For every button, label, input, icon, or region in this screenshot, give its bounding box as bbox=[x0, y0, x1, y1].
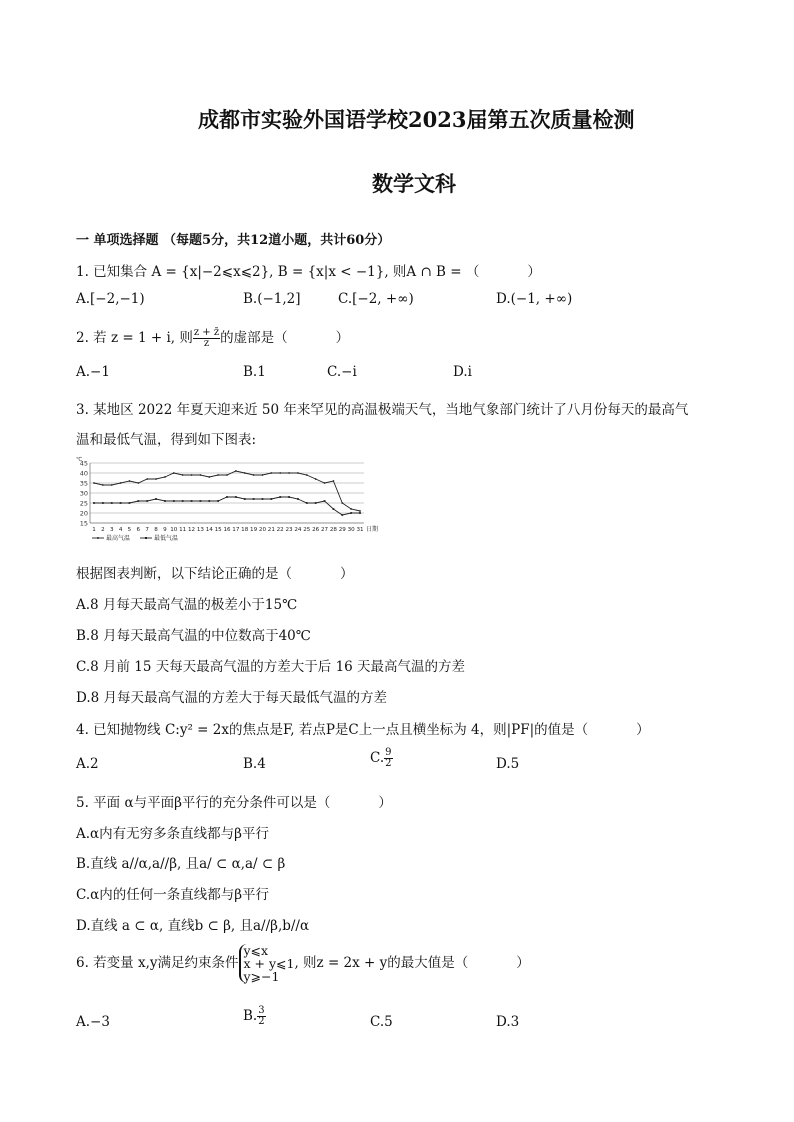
series-1-point bbox=[120, 502, 122, 504]
q6-stem-a: 6. 若变量 x,y满足约束条件 bbox=[76, 955, 239, 971]
series-1-point bbox=[173, 500, 175, 502]
question-1-stem bbox=[76, 260, 541, 280]
series-1-point bbox=[129, 502, 131, 504]
q1-stem-a: 1. 已知集合 bbox=[76, 264, 152, 280]
q6-b-num: 3 bbox=[258, 1005, 265, 1016]
series-0-point bbox=[120, 482, 122, 484]
series-1-point bbox=[164, 500, 166, 502]
series-1-point bbox=[297, 498, 299, 500]
series-1-point bbox=[217, 500, 219, 502]
q4-c-num: 9 bbox=[385, 747, 392, 758]
q4-option-a: A.2 bbox=[76, 756, 99, 772]
series-line-1 bbox=[94, 497, 360, 515]
series-0-point bbox=[306, 474, 308, 476]
q6-constraint-system bbox=[239, 944, 295, 983]
question-4-stem bbox=[76, 718, 650, 738]
series-0-point bbox=[173, 472, 175, 474]
page-title: 成都市实验外国语学校2023届第五次质量检测 bbox=[198, 107, 635, 132]
x-tick-label: 26 bbox=[312, 527, 320, 533]
x-tick-label: 3 bbox=[109, 527, 114, 533]
series-0-point bbox=[244, 472, 246, 474]
q6-constraint-2: x + y⩽1 bbox=[243, 956, 295, 971]
x-tick-label: 19 bbox=[250, 527, 258, 533]
series-0-point bbox=[262, 474, 264, 476]
series-1-point bbox=[155, 498, 157, 500]
series-0-point bbox=[111, 484, 113, 486]
series-0-point bbox=[102, 484, 104, 486]
q2-fraction bbox=[193, 328, 220, 349]
series-1-point bbox=[93, 502, 95, 504]
q6-constraint-1: y⩽x bbox=[243, 943, 269, 958]
series-1-point bbox=[279, 496, 281, 498]
x-tick-label: 12 bbox=[187, 527, 196, 533]
series-0-point bbox=[93, 482, 95, 484]
series-0-point bbox=[333, 480, 335, 482]
series-1-point bbox=[350, 512, 352, 514]
q2-frac-den: z bbox=[203, 338, 210, 349]
q2-option-a: A.−1 bbox=[76, 364, 110, 380]
q5-option-a: A.α内有无穷多条直线都与β平行 bbox=[76, 826, 269, 842]
x-tick-label: 6 bbox=[136, 527, 141, 533]
q6-stem-c: ） bbox=[516, 955, 530, 971]
series-1-point bbox=[182, 500, 184, 502]
q2-stem-c: ） bbox=[335, 330, 350, 346]
series-0-point bbox=[253, 474, 255, 476]
q6-constraint-3: y⩾−1 bbox=[243, 969, 280, 984]
q4-option-b: B.4 bbox=[243, 756, 266, 772]
x-tick-label: 25 bbox=[303, 527, 311, 533]
y-tick-label: 25 bbox=[79, 499, 88, 508]
legend-marker-0 bbox=[97, 537, 99, 539]
series-1-point bbox=[200, 500, 202, 502]
series-0-point bbox=[217, 474, 219, 476]
page-subtitle: 数学文科 bbox=[372, 171, 456, 196]
series-0-point bbox=[182, 474, 184, 476]
q2-frac-num: z + z̄ bbox=[193, 327, 220, 338]
series-1-point bbox=[208, 500, 210, 502]
series-1-point bbox=[191, 500, 193, 502]
series-1-point bbox=[359, 512, 361, 514]
x-tick-label: 16 bbox=[223, 527, 231, 533]
x-tick-label: 23 bbox=[285, 527, 293, 533]
x-tick-label: 4 bbox=[118, 527, 123, 533]
series-0-point bbox=[137, 482, 139, 484]
series-0-point bbox=[191, 474, 193, 476]
series-1-point bbox=[137, 500, 139, 502]
question-3-prompt bbox=[76, 562, 354, 582]
q5-stem-close: ） bbox=[378, 795, 392, 811]
legend-label-1: 最低气温 bbox=[154, 535, 179, 542]
x-tick-label: 2 bbox=[101, 527, 105, 533]
chart-grid bbox=[90, 463, 364, 523]
legend-marker-1 bbox=[145, 537, 147, 539]
x-tick-label: 8 bbox=[154, 527, 158, 533]
q3-option-b: B.8 月每天最高气温的中位数高于40℃ bbox=[76, 628, 311, 644]
q6-option-b bbox=[243, 1006, 266, 1027]
q4-option-c-label: C. bbox=[370, 750, 385, 766]
series-0-point bbox=[129, 480, 131, 482]
series-1-point bbox=[244, 498, 246, 500]
q3-prompt-text: 根据图表判断，以下结论正确的是（ bbox=[76, 566, 292, 582]
x-tick-label: 5 bbox=[127, 527, 132, 533]
series-0-point bbox=[279, 472, 281, 474]
q1-option-b: B.(−1,2] bbox=[243, 291, 301, 307]
question-5-stem bbox=[76, 791, 392, 811]
question-3-stem-line1: 3. 某地区 2022 年夏天迎来近 50 年来罕见的高温极端天气，当地气象部门统计了八月份每天的最高气 bbox=[76, 402, 689, 418]
q5-stem-text: 5. 平面 α与平面β平行的充分条件可以是（ bbox=[76, 795, 331, 811]
chart-labels bbox=[76, 456, 378, 542]
series-1-point bbox=[226, 496, 228, 498]
q6-stem-b: , 则z = 2x + y的最大值是（ bbox=[294, 955, 469, 971]
x-tick-label: 1 bbox=[92, 527, 96, 533]
q1-option-c: C.[−2, +∞) bbox=[338, 291, 414, 307]
y-tick-label: 20 bbox=[79, 509, 88, 518]
q6-option-b-label: B. bbox=[243, 1008, 258, 1024]
series-1-point bbox=[253, 498, 255, 500]
series-1-point bbox=[262, 498, 264, 500]
y-tick-label: 15 bbox=[79, 519, 88, 528]
q5-option-d: D.直线 a ⊂ α, 直线b ⊂ β, 且a//β,b//α bbox=[76, 918, 310, 934]
q3-option-d: D.8 月每天最高气温的方差大于每天最低气温的方差 bbox=[76, 690, 388, 706]
q3-option-a: A.8 月每天最高气温的极差小于15℃ bbox=[76, 597, 298, 613]
series-0-point bbox=[315, 478, 317, 480]
series-0-point bbox=[297, 472, 299, 474]
q6-option-c: C.5 bbox=[370, 1014, 393, 1030]
q3-prompt-close: ） bbox=[340, 566, 354, 582]
x-tick-label: 14 bbox=[205, 527, 213, 533]
series-1-point bbox=[341, 514, 343, 516]
series-1-point bbox=[288, 496, 290, 498]
x-tick-label: 7 bbox=[145, 527, 149, 533]
x-tick-label: 13 bbox=[196, 527, 204, 533]
q4-option-c-fraction bbox=[384, 748, 392, 769]
y-tick-label: 40 bbox=[79, 469, 88, 478]
q6-option-a: A.−3 bbox=[76, 1014, 110, 1030]
x-tick-label: 31 bbox=[356, 527, 364, 533]
series-0-point bbox=[341, 502, 343, 504]
q5-option-b: B.直线 a//α,a//β, 且a/ ⊂ α,a/ ⊂ β bbox=[76, 856, 286, 872]
series-1-point bbox=[235, 496, 237, 498]
question-3-stem-line2: 温和最低气温，得到如下图表: bbox=[76, 432, 257, 448]
q6-option-b-fraction bbox=[257, 1006, 265, 1027]
series-1-point bbox=[146, 500, 148, 502]
series-1-point bbox=[315, 502, 317, 504]
y-axis-label: ℃ bbox=[76, 457, 83, 463]
series-0-point bbox=[350, 508, 352, 510]
series-0-point bbox=[359, 510, 361, 512]
series-1-point bbox=[306, 502, 308, 504]
y-tick-label: 35 bbox=[79, 479, 88, 488]
y-tick-label: 30 bbox=[79, 489, 88, 498]
series-1-point bbox=[333, 508, 335, 510]
q3-option-c: C.8 月前 15 天每天最高气温的方差大于后 16 天最高气温的方差 bbox=[76, 659, 466, 675]
q2-stem-b: 的虚部是（ bbox=[220, 330, 288, 346]
series-1-point bbox=[102, 502, 104, 504]
q2-option-b: B.1 bbox=[243, 364, 266, 380]
series-0-point bbox=[200, 474, 202, 476]
legend-label-0: 最高气温 bbox=[106, 535, 131, 542]
q6-b-den: 2 bbox=[258, 1016, 265, 1027]
x-tick-label: 18 bbox=[241, 527, 249, 533]
q5-option-c: C.α内的任何一条直线都与β平行 bbox=[76, 887, 270, 903]
series-1-point bbox=[111, 502, 113, 504]
q4-option-c bbox=[370, 748, 393, 769]
question-6-stem bbox=[76, 944, 530, 983]
q1-stem-d: ） bbox=[527, 264, 541, 280]
y-tick-label: 45 bbox=[79, 459, 88, 468]
x-tick-label: 29 bbox=[338, 527, 346, 533]
q2-option-d: D.i bbox=[453, 364, 472, 380]
x-tick-label: 17 bbox=[232, 527, 240, 533]
q4-option-d: D.5 bbox=[496, 756, 520, 772]
q2-option-c: C.−i bbox=[327, 364, 357, 380]
x-tick-label: 28 bbox=[329, 527, 337, 533]
x-tick-label: 15 bbox=[214, 527, 222, 533]
x-tick-label: 30 bbox=[347, 527, 355, 533]
x-axis-label: 日期 bbox=[366, 526, 379, 533]
q1-stem-c: , 则A ∩ B = （ bbox=[384, 264, 480, 280]
q6-option-d: D.3 bbox=[496, 1014, 520, 1030]
q1-sets: A = {x|−2⩽x⩽2}, B = {x|x < −1} bbox=[151, 264, 385, 280]
x-tick-label: 21 bbox=[267, 527, 275, 533]
series-0-point bbox=[235, 470, 237, 472]
series-0-point bbox=[146, 478, 148, 480]
series-0-point bbox=[324, 482, 326, 484]
x-tick-label: 27 bbox=[320, 527, 329, 533]
q4-c-den: 2 bbox=[385, 758, 392, 769]
x-tick-label: 9 bbox=[163, 527, 167, 533]
x-tick-label: 10 bbox=[170, 527, 178, 533]
section-heading: 一 单项选择题 （每题5分，共12道小题，共计60分） bbox=[76, 233, 391, 248]
series-0-point bbox=[226, 474, 228, 476]
q2-stem-a: 2. 若 z = 1 + i, 则 bbox=[76, 330, 193, 346]
series-1-point bbox=[324, 500, 326, 502]
series-0-point bbox=[208, 476, 210, 478]
series-0-point bbox=[155, 478, 157, 480]
q1-option-d: D.(−1, +∞) bbox=[496, 291, 573, 307]
question-2-stem bbox=[76, 326, 349, 349]
q4-stem-text: 4. 已知抛物线 C:y² = 2x的焦点是F, 若点P是C上一点且横坐标为 4，则|PF|的值是（ bbox=[76, 722, 589, 738]
x-tick-label: 24 bbox=[294, 527, 302, 533]
x-tick-label: 22 bbox=[276, 527, 284, 533]
temperature-chart bbox=[74, 456, 384, 550]
x-tick-label: 20 bbox=[258, 527, 267, 533]
series-0-point bbox=[270, 472, 272, 474]
series-0-point bbox=[164, 476, 166, 478]
x-tick-label: 11 bbox=[179, 527, 187, 533]
series-0-point bbox=[288, 472, 290, 474]
q1-option-a: A.[−2,−1) bbox=[76, 291, 145, 307]
series-1-point bbox=[270, 498, 272, 500]
q4-stem-close: ） bbox=[636, 722, 650, 738]
series-line-0 bbox=[94, 471, 360, 511]
